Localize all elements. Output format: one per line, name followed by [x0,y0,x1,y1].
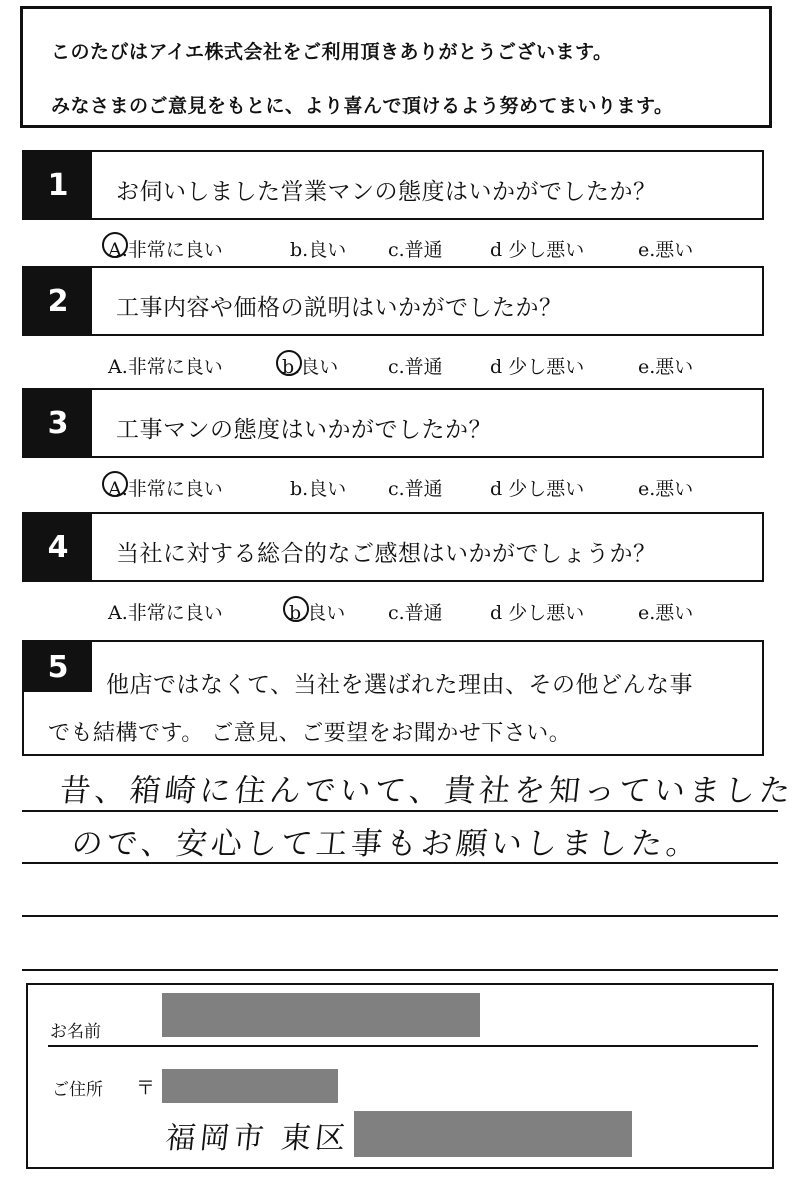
option-e[interactable]: e.悪い [638,478,694,500]
address-label: ご住所 [52,1080,103,1100]
handwritten-answer-line-2: ので、安心して工事もお願いしました。 [69,826,703,862]
option-d[interactable]: d 少し悪い [490,356,585,378]
option-b[interactable]: b.良い [282,356,339,378]
question-1-box [22,150,764,220]
question-3-number: 3 [24,390,92,456]
customer-info-box [26,983,774,1169]
option-e[interactable]: e.悪い [638,239,694,261]
option-a[interactable]: A.非常に良い [108,602,223,624]
question-1-options [0,235,800,265]
name-label: お名前 [50,1022,101,1042]
redacted-name [162,993,480,1037]
question-3-text: 工事マンの態度はいかがでしたか？ [116,417,492,443]
question-1-number: 1 [24,152,92,218]
option-c[interactable]: c.普通 [388,602,443,624]
option-c[interactable]: c.普通 [388,239,443,261]
redacted-address [354,1111,632,1157]
header-box [20,6,772,128]
question-2-options [0,352,800,382]
answer-line [22,969,778,971]
option-c[interactable]: c.普通 [388,478,443,500]
question-3-box [22,388,764,458]
question-4-options [0,598,800,628]
answer-line [22,862,778,864]
handwritten-address: 福岡市 東区 [163,1121,352,1156]
option-d[interactable]: d 少し悪い [490,478,585,500]
postal-mark: 〒 [136,1077,156,1099]
question-4-text: 当社に対する総合的なご感想はいかがでしょうか？ [116,541,657,567]
option-d[interactable]: d 少し悪い [490,239,585,261]
redacted-postal-code [162,1069,338,1103]
option-a[interactable]: A.非常に良い [108,239,223,261]
option-a[interactable]: A.非常に良い [108,356,223,378]
answer-line [22,915,778,917]
option-d[interactable]: d 少し悪い [490,602,585,624]
option-c[interactable]: c.普通 [388,356,443,378]
question-3-options [0,474,800,504]
option-e[interactable]: e.悪い [638,602,694,624]
question-1-text: お伺いしました営業マンの態度はいかがでしたか？ [116,179,657,205]
question-2-box [22,266,764,336]
question-4-number: 4 [24,514,92,580]
divider [48,1045,758,1047]
question-4-box [22,512,764,582]
option-b[interactable]: b.良い [289,602,346,624]
question-5-box [22,640,764,756]
option-a[interactable]: A.非常に良い [108,478,223,500]
answer-line [22,810,778,812]
question-2-text: 工事内容や価格の説明はいかがでしたか？ [116,295,563,321]
header-line-1: このたびはアイエ株式会社をご利用頂きありがとうございます。 [51,41,613,63]
handwritten-answer-line-1: 昔、箱崎に住んでいて、貴社を知っていました [57,773,796,809]
question-2-number: 2 [24,268,92,334]
question-5-text-line-2: でも結構です。 ご意見、ご要望をお聞かせ下さい。 [48,721,572,746]
header-line-2: みなさまのご意見をもとに、より喜んで頂けるよう努めてまいります。 [51,95,674,117]
question-5-text-line-1: 他店ではなくて、当社を選ばれた理由、その他どんな事 [106,672,694,698]
option-e[interactable]: e.悪い [638,356,694,378]
option-b[interactable]: b.良い [290,239,347,261]
question-5-number: 5 [24,642,92,692]
option-b[interactable]: b.良い [290,478,347,500]
